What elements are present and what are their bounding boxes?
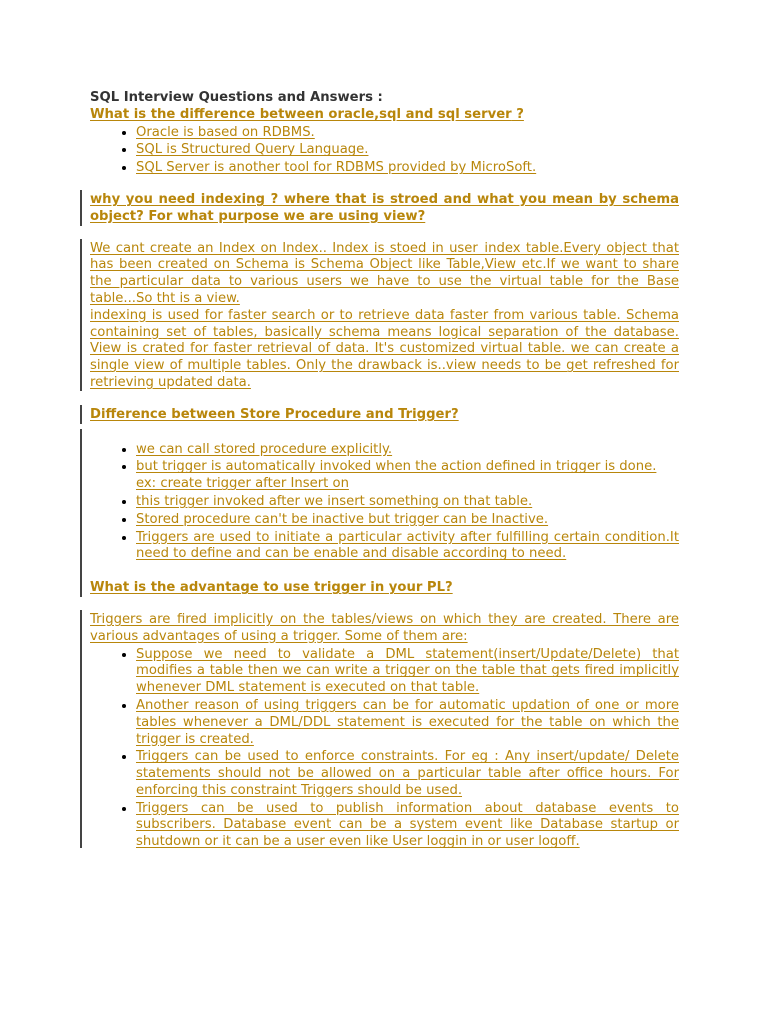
list-item-text[interactable]: Triggers can be used to enforce constraints. For eg : Any insert/update/ Delete statements should not be allowed on a particular table after office hours. For enforcing this constraint Triggers should be used. — [136, 749, 679, 798]
q1-list — [90, 124, 679, 177]
q3-list — [90, 441, 679, 564]
list-item — [136, 141, 679, 159]
list-item — [136, 748, 679, 799]
list-item-text[interactable]: this trigger invoked after we insert something on that table. — [136, 493, 533, 509]
q4-heading-section — [90, 580, 679, 597]
list-item — [136, 458, 679, 493]
example-text[interactable]: ex: create trigger after Insert on — [136, 476, 349, 492]
q4-list — [90, 646, 679, 852]
q4-answer-section — [90, 612, 679, 851]
list-item-text[interactable]: Another reason of using triggers can be for automatic updation of one or more tables whenever a DML/DDL statement is executed for the table on which the trigger is created. — [136, 697, 679, 747]
document-page — [90, 90, 679, 851]
list-item — [136, 493, 679, 511]
list-item-text[interactable]: Stored procedure can't be inactive but trigger can be Inactive. — [136, 511, 549, 527]
list-item-text[interactable]: SQL is Structured Query Language. — [136, 142, 369, 158]
list-item-text[interactable]: we can call stored procedure explicitly. — [136, 441, 393, 457]
list-item — [136, 646, 679, 697]
section-marker — [80, 190, 82, 226]
q2-heading-section — [90, 192, 679, 226]
q1-heading-line — [90, 107, 679, 124]
list-item — [136, 159, 679, 177]
list-item-text[interactable]: but trigger is automatically invoked when the action defined in trigger is done. — [136, 459, 657, 475]
list-item-text[interactable]: Triggers can be used to publish information about database events to subscribers. Database event can be a system event like Database startup or shutdown or it can be a user even like User loggin in or user logoff. — [136, 800, 679, 850]
q1-heading-suffix: ? — [511, 106, 524, 122]
list-item-text[interactable]: Suppose we need to validate a DML statement(insert/Update/Delete) that modifies a table then we can write a trigger on the table that gets fired implicitly whenever DML statement is executed on that table. — [136, 646, 679, 696]
section-marker — [80, 578, 82, 597]
q1-heading[interactable]: What is the difference between oracle,sql and sql server — [90, 106, 512, 122]
list-item-text[interactable]: Triggers are used to initiate a particular activity after fulfilling certain condition.It need to define and can be enable and disable according to need. — [136, 529, 679, 562]
list-item — [136, 697, 679, 748]
page-title: SQL Interview Questions and Answers : — [90, 90, 383, 105]
q4-intro[interactable]: Triggers are fired implicitly on the tables/views on which they are created. There are various advantages of using a trigger. Some of them are: — [90, 611, 679, 644]
list-item-text[interactable]: Oracle is based on RDBMS. — [136, 124, 315, 140]
q2-answer-1[interactable]: We cant create an Index on Index.. Index is stoed in user_index table.Every object that has been created on Schema is Schema Object like Table,View etc.If we want to share the particular data to various users we have to use the virtual table for the Base table...So tht is a view. — [90, 240, 679, 306]
list-item — [136, 124, 679, 142]
q2-heading[interactable]: why you need indexing ? where that is stroed and what you mean by schema object? For what purpose we are using view? — [90, 191, 679, 224]
section-marker — [80, 429, 82, 579]
list-item-text[interactable]: SQL Server is another tool for RDBMS provided by MicroSoft. — [136, 160, 537, 176]
q3-heading[interactable]: Difference between Store Procedure and Trigger? — [90, 406, 459, 422]
list-item — [136, 441, 679, 459]
q2-answer-section — [90, 241, 679, 392]
q3-answer-section — [90, 441, 679, 564]
section-marker — [80, 405, 82, 424]
section-marker — [80, 610, 82, 848]
list-item — [136, 511, 679, 529]
list-item — [136, 800, 679, 851]
section-marker — [80, 239, 82, 391]
q3-heading-section — [90, 407, 679, 424]
q4-heading[interactable]: What is the advantage to use trigger in your PL? — [90, 580, 453, 596]
q2-answer-2[interactable]: indexing is used for faster search or to retrieve data faster from various table. Schema containing set of tables, basically schema means logical separation of the database. View is crated for faster retrieval of data. It's customized virtual table. we can create a single view of multiple tables. Only the drawback is..view needs to be get refreshed for retrieving updated data. — [90, 307, 679, 390]
list-item — [136, 529, 679, 564]
